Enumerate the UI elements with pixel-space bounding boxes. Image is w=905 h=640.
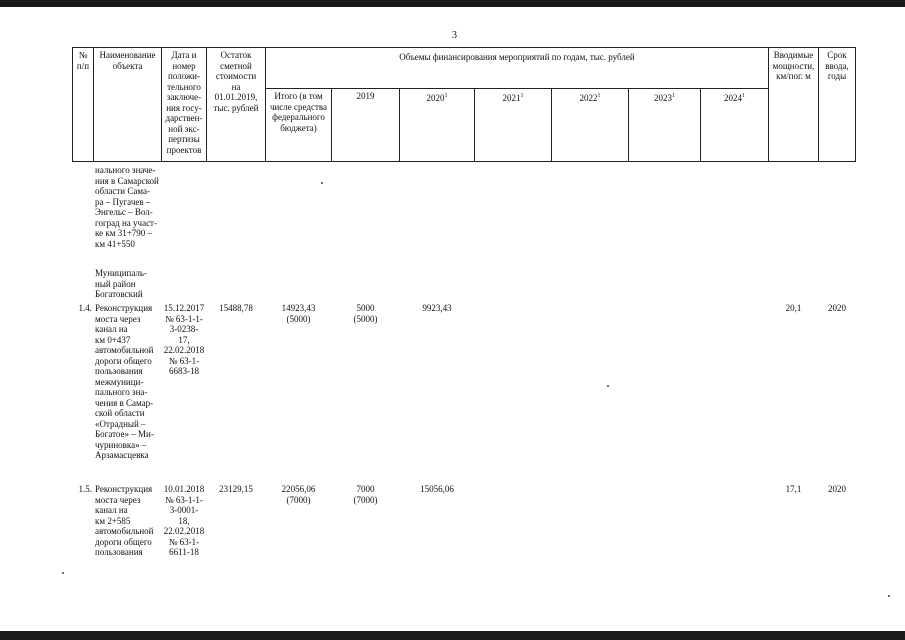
row-2019: 5000 (5000) <box>353 303 378 324</box>
table-top-line <box>72 47 855 48</box>
header-col-capacity: Вводимые мощности, км/пог. м <box>772 50 815 81</box>
row-expertise-date: 15.12.2017 № 63-1-1- 3-0238- 17, 22.02.2018 № 63-1- 6683-18 <box>163 303 205 376</box>
scan-speck <box>607 385 609 387</box>
header-col-2020: 2020$^1$ <box>426 93 448 103</box>
footnote-mark: 1 <box>597 93 601 99</box>
row-object-name: Реконструкция моста через канал на км 0+437 автомобильной дороги общего пользования межмуници- пального зна- чения в Самар- ской области «Отрадный – Богатое» – Ми- чуриновка» – Арзамасцевка <box>95 303 154 460</box>
row-capacity: 20,1 <box>785 303 802 313</box>
row-2020: 9923,43 <box>422 303 452 313</box>
row-rest-cost: 23129,15 <box>219 484 253 494</box>
row-num: 1.4. <box>78 303 92 313</box>
continuation-text: нального значе- ния в Самарской области Сама- ра – Пугачев – Энгельс – Вол- гоград на участ- ке км 31+790 – км 41+550 <box>95 165 159 249</box>
footnote-mark: 1 <box>520 93 524 99</box>
scan-bottom-border <box>0 631 905 640</box>
row-term: 2020 <box>828 484 846 494</box>
row-total: 22056,06 (7000) <box>281 484 316 505</box>
header-col-num: № п/п <box>76 50 90 71</box>
scan-speck <box>888 595 890 597</box>
header-col-2023: 2023$^1$ <box>654 93 675 103</box>
scan-top-border <box>0 0 905 7</box>
row-capacity: 17,1 <box>785 484 802 494</box>
footnote-mark: 1 <box>672 93 675 99</box>
row-term: 2020 <box>828 303 846 313</box>
header-col-date: Дата и номер положи- тельного заключе- ния госу- дарствен- ной экс- пертизы проектов <box>165 50 203 155</box>
header-col-rest: Остаток сметной стоимости на 01.01.2019, тыс. рублей <box>213 50 259 113</box>
table-header-bottom-line <box>72 161 855 162</box>
page-number: 3 <box>452 30 457 41</box>
scan-speck <box>62 572 64 574</box>
header-col-volumes: Объемы финансирования мероприятий по годам, тыс. рублей <box>399 52 635 62</box>
row-object-name: Реконструкция моста через канал на км 2+585 автомобильной дороги общего пользования <box>95 484 154 557</box>
row-total: 14923,43 (5000) <box>281 303 316 324</box>
header-col-term: Срок ввода, годы <box>825 50 849 81</box>
header-col-total: Итого (в том числе средства федерального бюджета) <box>269 91 328 133</box>
header-col-2024: 2024$^1$ <box>724 93 745 103</box>
row-2019: 7000 (7000) <box>353 484 378 505</box>
row-2020: 15056,06 <box>420 484 454 494</box>
row-num: 1.5. <box>78 484 92 494</box>
district-name: Муниципаль- ный район Богатовский <box>95 268 148 299</box>
row-expertise-date: 10.01.2018 № 63-1-1- 3-0001- 18, 22.02.2018 № 63-1- 6611-18 <box>163 484 205 557</box>
table-border-right <box>855 47 856 162</box>
row-rest-cost: 15488,78 <box>219 303 253 313</box>
footnote-mark: 1 <box>742 93 745 99</box>
footnote-mark: 1 <box>444 93 448 99</box>
volumes-subheader-line <box>265 88 768 89</box>
scan-speck <box>321 182 323 184</box>
header-col-name: Наименование объекта <box>99 50 156 71</box>
header-col-2021: 2021$^1$ <box>502 93 524 103</box>
header-col-2022: 2022$^1$ <box>579 93 601 103</box>
header-col-2019: 2019 <box>356 91 375 101</box>
